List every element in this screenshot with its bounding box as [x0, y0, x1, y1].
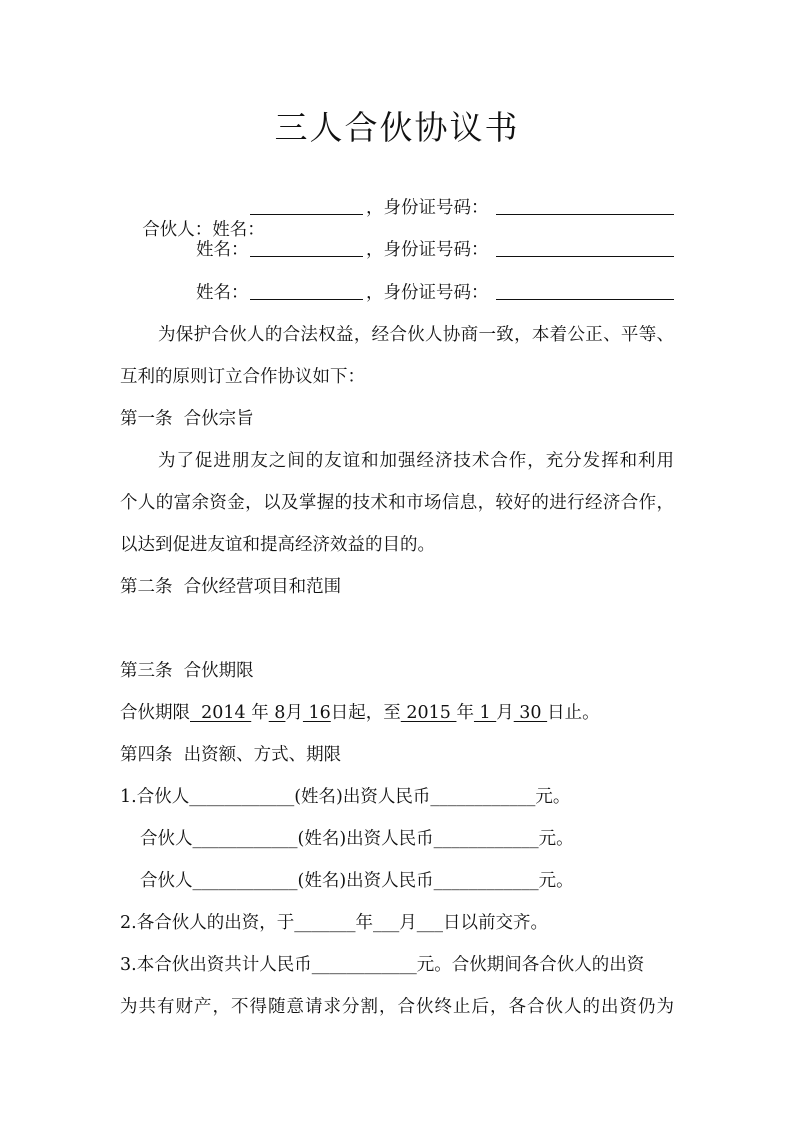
id-blank-1 — [496, 198, 674, 215]
start-month: 8 — [268, 703, 286, 723]
article-1-heading: 第一条 合伙宗旨 — [120, 409, 254, 429]
end-month: 1 — [473, 703, 497, 723]
name-blank-2 — [250, 240, 363, 257]
amount-blank: ____________ — [433, 871, 539, 891]
term-line — [120, 702, 600, 724]
day-blank: ___ — [416, 913, 443, 933]
year-blank: _______ — [294, 913, 356, 933]
contribution-mid: (姓名)出资人民币 — [294, 787, 431, 807]
name-blank-3 — [250, 283, 363, 300]
contribution-end: 元。 — [535, 787, 571, 807]
end-suffix: 日止。 — [547, 703, 600, 723]
name-blank: ____________ — [189, 787, 295, 807]
id-blank-3 — [496, 283, 674, 300]
start-day: 16 — [302, 703, 331, 723]
end-day: 30 — [513, 703, 548, 723]
id-label-1: ，身份证号码： — [366, 198, 489, 218]
contribution-mid: (姓名)出资人民币 — [297, 829, 434, 849]
contribution-prefix: 合伙人 — [140, 829, 193, 849]
total-prefix: 3.本合伙出资共计人民币 — [120, 955, 312, 975]
year-char: 年 — [251, 703, 269, 723]
id-label-2: ，身份证号码： — [366, 240, 489, 260]
name-label-2: 姓名： — [196, 240, 249, 260]
name-label-3: 姓名： — [196, 283, 249, 303]
contribution-prefix: 合伙人 — [140, 871, 193, 891]
article-1-line-3: 以达到促进友谊和提高经济效益的目的。 — [120, 535, 435, 555]
year-char: 年 — [456, 703, 474, 723]
name-label: 姓名： — [212, 220, 265, 240]
total-line-2: 为共有财产，不得随意请求分割，合伙终止后，各合伙人的出资仍为 — [120, 997, 674, 1017]
contribution-end: 元。 — [538, 871, 574, 891]
intro-line-2: 互利的原则订立合作协议如下： — [120, 367, 365, 387]
deadline-line — [120, 912, 548, 934]
intro-line-1: 为保护合伙人的合法权益，经合伙人协商一致，本着公正、平等、 — [158, 325, 674, 345]
amount-blank: ____________ — [433, 829, 539, 849]
article-1-line-2: 个人的富余资金，以及掌握的技术和市场信息，较好的进行经济合作， — [120, 493, 674, 513]
month-char: 月 — [285, 703, 303, 723]
article-2-heading: 第二条 合伙经营项目和范围 — [120, 577, 342, 597]
deadline-suffix: 日以前交齐。 — [442, 913, 548, 933]
contribution-line-3 — [140, 870, 574, 892]
contribution-line-2 — [140, 828, 574, 850]
deadline-prefix: 2.各合伙人的出资，于 — [120, 913, 295, 933]
start-suffix: 日起，至 — [330, 703, 401, 723]
total-blank: ____________ — [311, 955, 417, 975]
year-char: 年 — [355, 913, 373, 933]
article-1-line-1: 为了促进朋友之间的友谊和加强经济技术合作，充分发挥和利用 — [158, 451, 674, 471]
total-suffix: 元。合伙期间各合伙人的出资 — [416, 955, 645, 975]
amount-blank: ____________ — [430, 787, 536, 807]
page-title: 三人合伙协议书 — [274, 108, 520, 147]
partner-label: 合伙人： — [142, 220, 213, 240]
end-year: 2015 — [400, 703, 457, 723]
contribution-mid: (姓名)出资人民币 — [297, 871, 434, 891]
id-blank-2 — [496, 240, 674, 257]
name-blank: ____________ — [192, 829, 298, 849]
term-prefix: 合伙期限 — [120, 703, 190, 723]
contribution-prefix: 1.合伙人 — [120, 787, 190, 807]
article-4-heading: 第四条 出资额、方式、期限 — [120, 745, 342, 765]
total-line — [120, 954, 644, 976]
start-year: 2014 — [190, 703, 252, 723]
name-blank-1 — [250, 198, 363, 215]
month-blank: ___ — [372, 913, 400, 933]
month-char: 月 — [496, 703, 514, 723]
id-label-3: ，身份证号码： — [366, 283, 489, 303]
contribution-end: 元。 — [538, 829, 574, 849]
contribution-line-1 — [120, 786, 570, 808]
name-blank: ____________ — [192, 871, 298, 891]
month-char: 月 — [399, 913, 417, 933]
article-3-heading: 第三条 合伙期限 — [120, 661, 254, 681]
